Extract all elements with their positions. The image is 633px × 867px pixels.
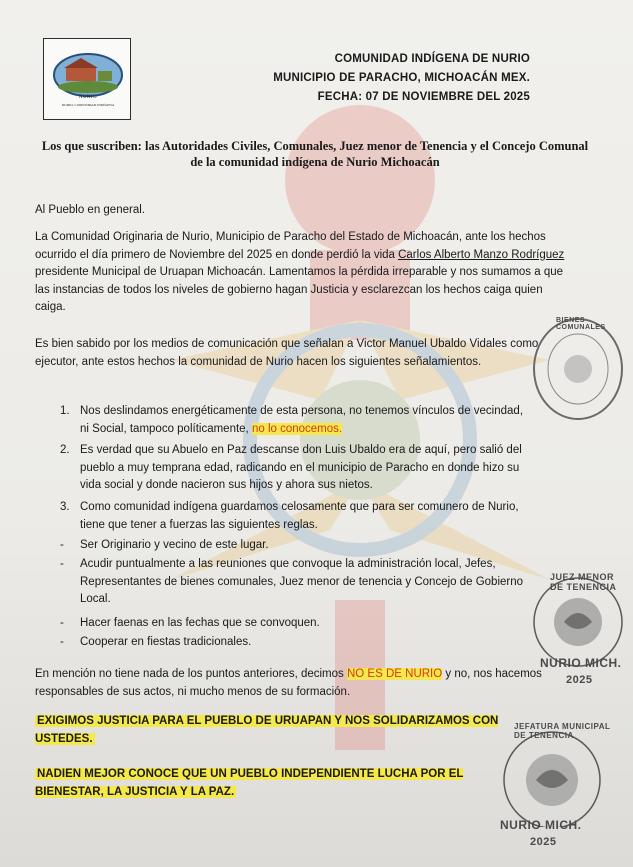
- paragraph-3: En mención no tiene nada de los puntos anteriores, decimos NO ES DE NURIO y no, nos hacemos responsables de sus actos, ni mucho menos de su formación.: [35, 668, 542, 698]
- stamp-juez-year: 2025: [566, 674, 593, 686]
- list-item-2: 2. Es verdad que su Abuelo en Paz descanse don Luis Ubaldo era de aquí, pero salió del pueblo a muy temprana edad, radicando en el municipio de Paracho en donde hizo su vida social y donde nacieron sus hijos y ahora sus nietos.: [60, 444, 522, 491]
- demand-justice: EXIGIMOS JUSTICIA PARA EL PUEBLO DE URUAPAN Y NOS SOLIDARIZAMOS CON USTEDES.: [35, 715, 499, 745]
- paragraph-1: La Comunidad Originaria de Nurio, Municipio de Paracho del Estado de Michoacán, ante los hechos ocurrido el día primero de Noviembre del 2025 en donde perdió la vida Carlos Alberto Manzo Rodríguez presidente Municipal de Uruapan Michoacán. Lamentamos la pérdida irreparable y nos sumamos a que las instancias de todos los niveles de gobierno hagan Justicia y esclarezcan los hechos caiga quien caiga.: [35, 231, 565, 313]
- header-municipality: MUNICIPIO DE PARACHO, MICHOACÁN MEX.: [273, 72, 530, 84]
- list-item-3: 3. Como comunidad indígena guardamos celosamente que para ser comunero de Nurio, tiene que tener a fuerzas las siguientes reglas.: [60, 501, 519, 531]
- header-community: COMUNIDAD INDÍGENA DE NURIO: [334, 53, 530, 65]
- list-item-1: 1. Nos deslindamos energéticamente de esta persona, no tenemos vínculos de vecindad, ni Social, tampoco políticamente, no lo conocemos.: [60, 405, 524, 435]
- highlight-no-lo-conocemos: no lo conocemos.: [251, 422, 343, 435]
- rule-item: - Ser Originario y vecino de este lugar.: [60, 539, 269, 551]
- rule-item: - Hacer faenas en las fechas que se convoquen.: [60, 617, 320, 629]
- stamp-jefatura-municipal: JEFATURA MUNICIPAL DE TENENCIA NURIO MICH. 2025: [500, 722, 611, 848]
- header-date: FECHA: 07 DE NOVIEMBRE DEL 2025: [317, 91, 530, 103]
- rule-item: - Acudir puntualmente a las reuniones que convoque la administración local, Jefes, Representantes de bienes comunales, Juez menor de tenencia y Concejo de Gobierno Local.: [60, 558, 524, 605]
- victim-name: Carlos Alberto Manzo Rodríguez: [398, 248, 565, 261]
- logo-subtitle: NURIO, COMUNIDAD INDÍGENA: [61, 103, 115, 107]
- stamp-bienes-comunales: BIENES COMUNALES: [530, 314, 626, 424]
- rule-item: - Cooperar en fiestas tradicionales.: [60, 636, 252, 648]
- demand-peace: NADIEN MEJOR CONOCE QUE UN PUEBLO INDEPENDIENTE LUCHA POR EL BIENESTAR, LA JUSTICIA Y LA PAZ.: [35, 768, 464, 798]
- highlight-no-es-de-nurio: NO ES DE NURIO: [346, 668, 443, 680]
- logo-name: NURIO: [78, 95, 98, 100]
- salutation: Al Pueblo en general.: [35, 204, 145, 216]
- stamp-juez-place: NURIO MICH.: [540, 656, 622, 670]
- community-logo: [43, 38, 131, 120]
- stamp-jefatura-year: 2025: [530, 836, 557, 848]
- document-title: Los que suscriben: las Autoridades Civiles, Comunales, Juez menor de Tenencia y el Concejo Comunal de la comunidad indígena de Nurio Michoacán: [41, 139, 589, 169]
- stamp-jefatura-place: NURIO MICH.: [500, 818, 582, 832]
- paragraph-2: Es bien sabido por los medios de comunicación que señalan a Victor Manuel Ubaldo Vidales como ejecutor, ante estos hechos la comunidad de Nurio hacen los siguientes señalamientos.: [35, 338, 539, 368]
- stamp-juez-menor: JUEZ MENOR DE TENENCIA NURIO MICH. 2025: [520, 572, 630, 697]
